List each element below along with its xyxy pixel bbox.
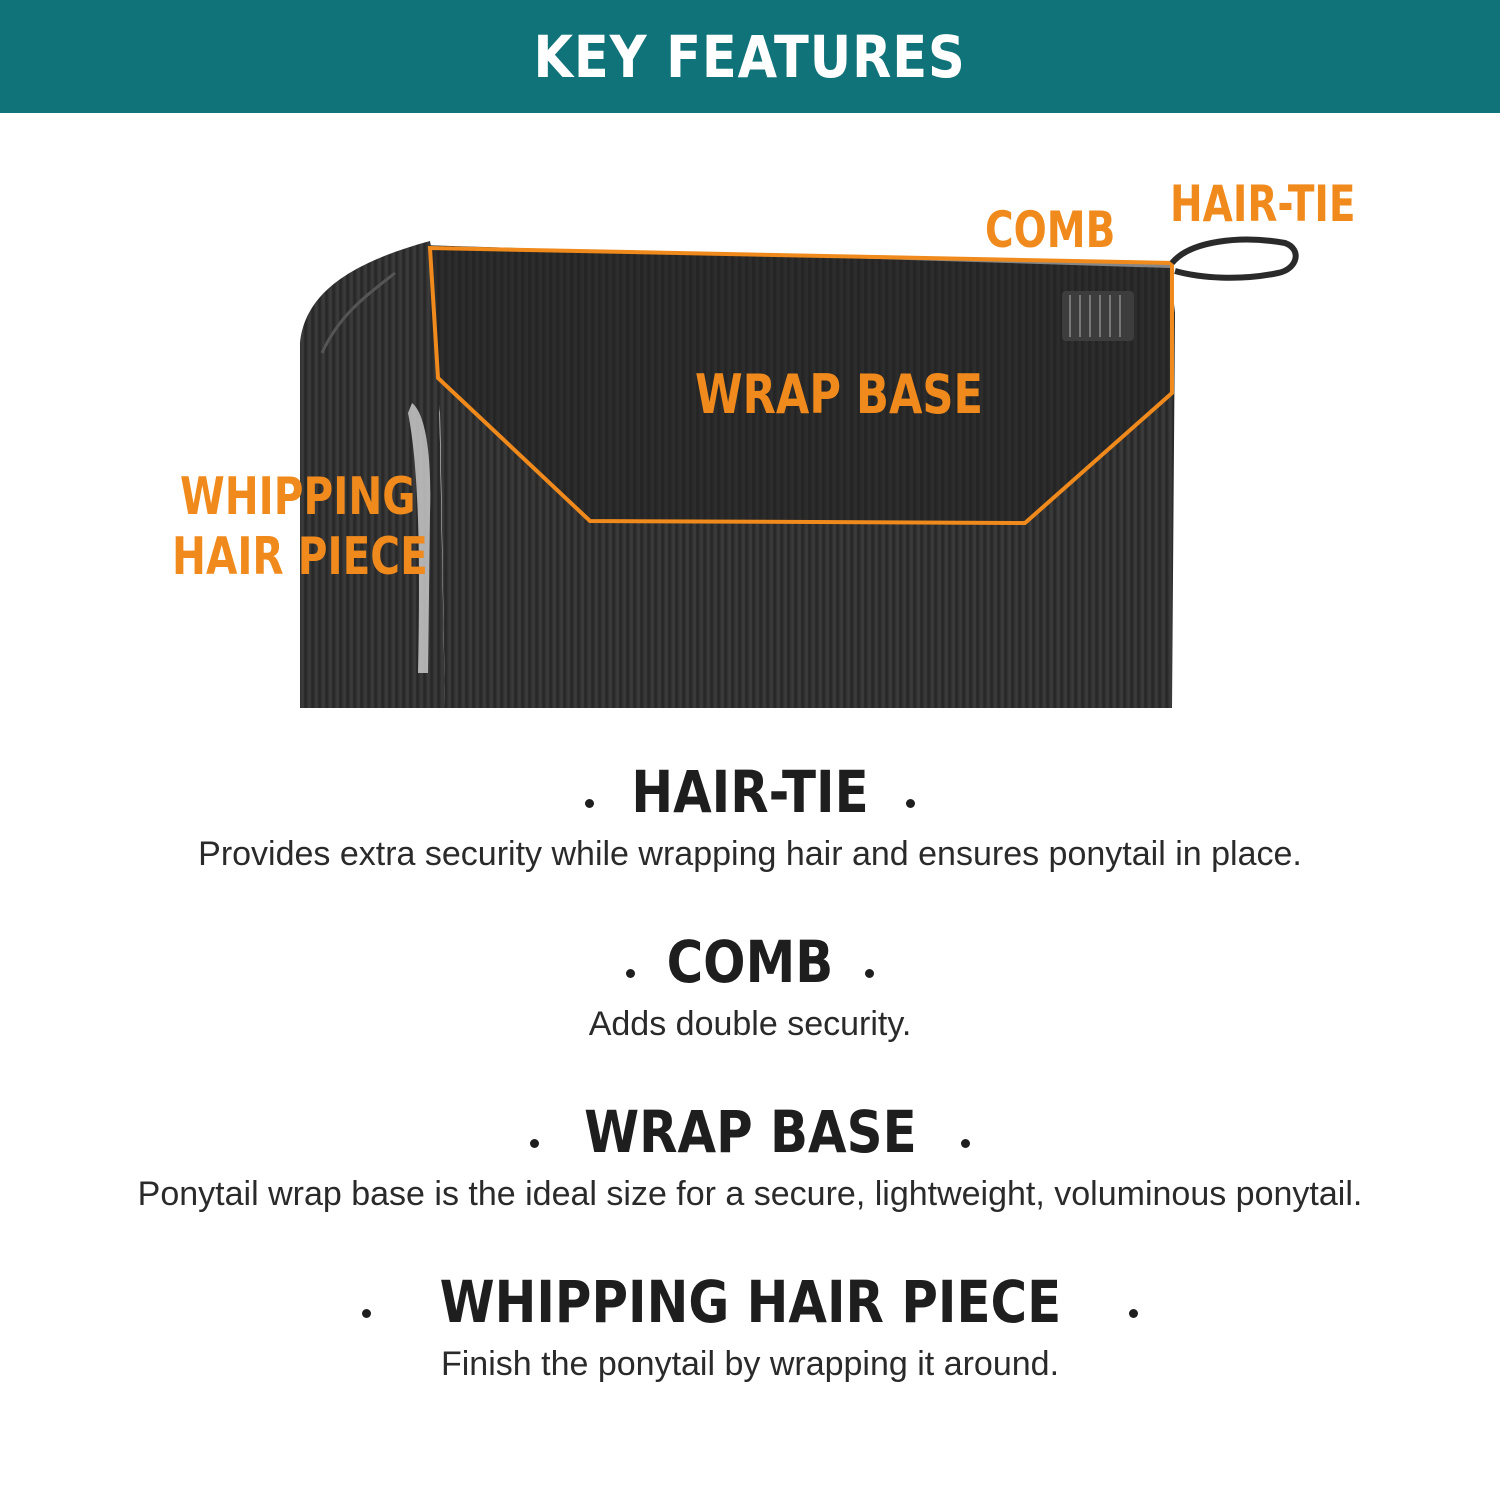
callout-comb: COMB [985,201,1116,259]
feature-heading: WHIPPING HAIR PIECE [439,1268,1061,1336]
callout-whipping-line1: WHIPPING [180,467,416,527]
bullet-dot [530,1139,539,1148]
comb-shape [1062,291,1134,341]
bullet-dot [1129,1309,1138,1318]
callout-hair-tie: HAIR-TIE [1170,175,1356,233]
ponytail-diagram [0,113,1500,733]
feature-description: Adds double security. [588,1005,912,1043]
bullet-dot [961,1139,970,1148]
feature-comb [0,928,1500,1043]
feature-whipping-hair-piece [0,1268,1500,1383]
feature-heading: WRAP BASE [583,1098,917,1166]
callout-whipping-line2: HAIR PIECE [172,527,428,587]
feature-wrap-base [0,1098,1500,1213]
bullet-dot [362,1309,371,1318]
bullet-dot [865,969,874,978]
feature-description: Ponytail wrap base is the ideal size for a secure, lightweight, voluminous ponytail. [137,1175,1363,1213]
feature-heading: COMB [666,928,834,996]
callout-wrap-base: WRAP BASE [695,363,984,426]
page-title: KEY FEATURES [533,22,967,91]
header-banner [0,0,1500,113]
feature-description: Provides extra security while wrapping hair and ensures ponytail in place. [198,835,1302,873]
feature-heading: HAIR-TIE [631,758,869,826]
feature-description: Finish the ponytail by wrapping it around. [440,1345,1060,1383]
bullet-dot [906,799,915,808]
bullet-dot [626,969,635,978]
hair-tie-loop [1172,240,1296,278]
bullet-dot [585,799,594,808]
feature-hair-tie [0,758,1500,873]
